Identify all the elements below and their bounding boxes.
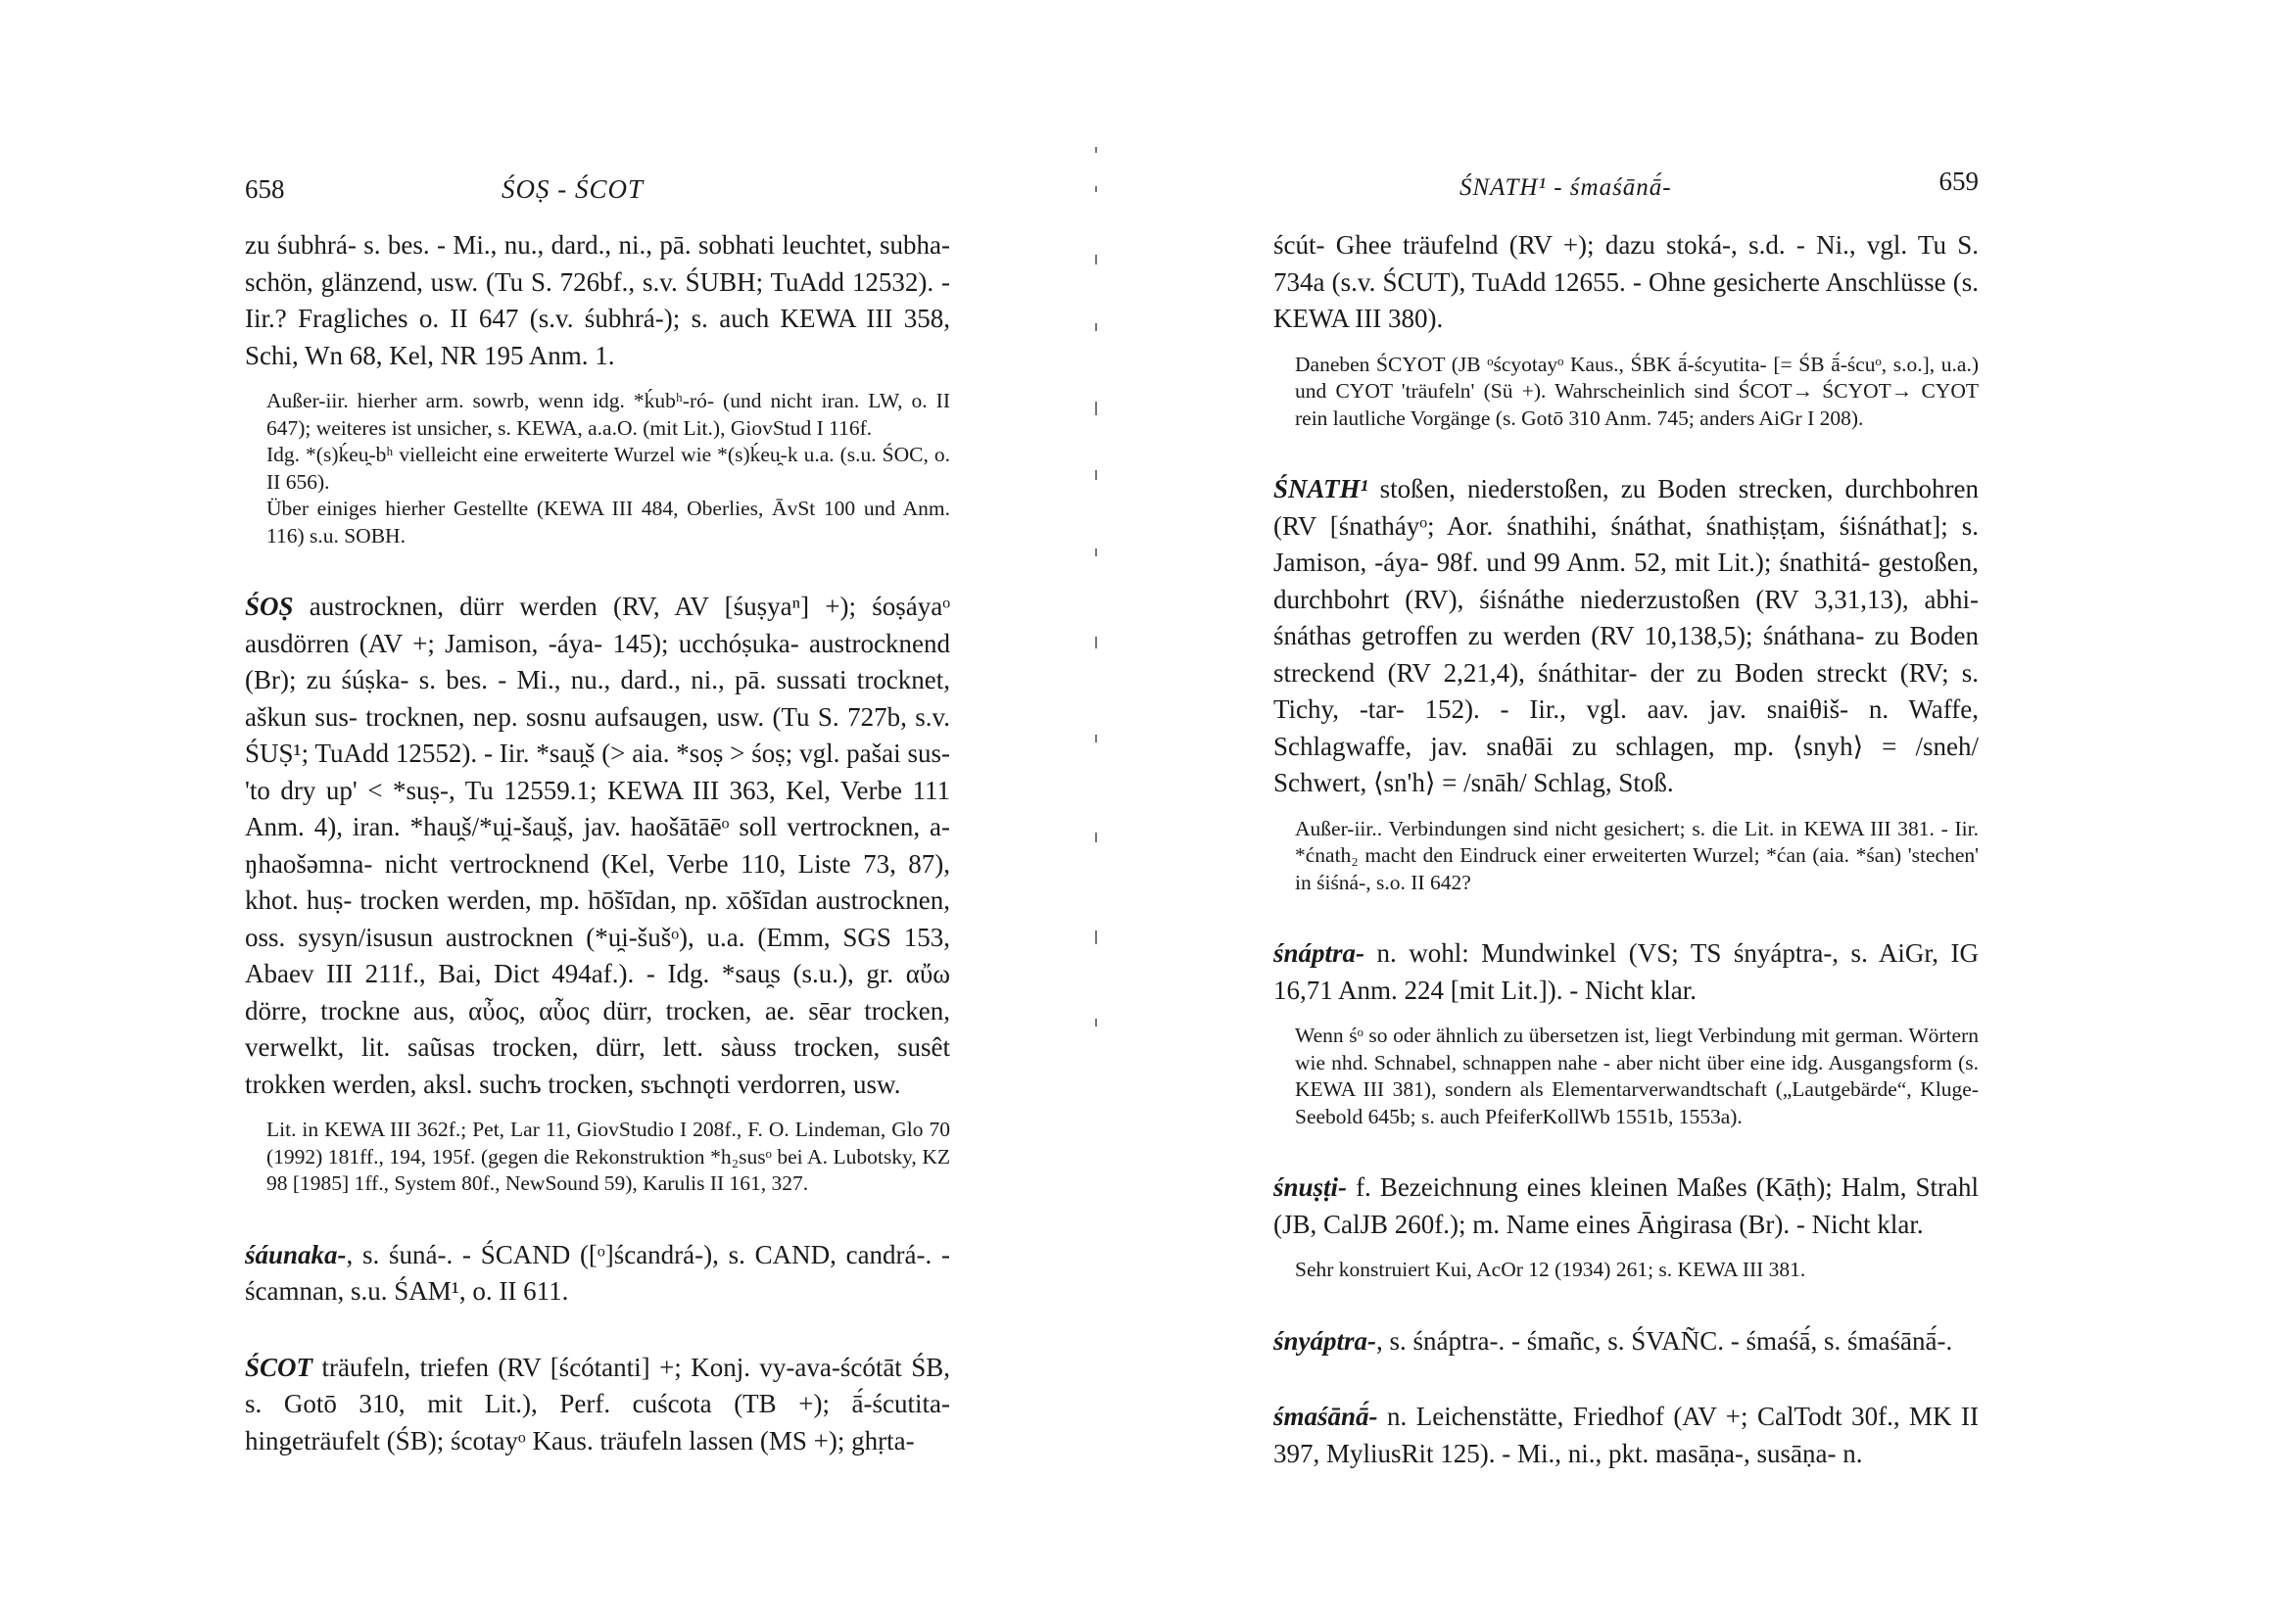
right-page-body: [1273, 227, 1979, 1472]
running-head: ŚOṢ - ŚCOT: [502, 174, 645, 204]
entry-text: , s. śnáptra-. - śmañc, s. ŚVAÑC. - śmaśā́, s. śmaśānā́-.: [1376, 1325, 1953, 1356]
entry-saunaka: [245, 1237, 950, 1311]
page-number: 659: [1938, 167, 1979, 196]
right-page-header: [1273, 167, 1979, 214]
entry-text: austrocknen, dürr werden (RV, AV [śuṣyaⁿ] +); śoṣáyaᵒ ausdörren (AV +; Jamison, -áya- 145); ucchóṣuka- austrocknend (Br); zu śúṣka- s. bes. - Mi., nu., dard., ni., pā. sussati trocknet, aškun sus- trocknen, nep. sosnu aufsaugen, usw. (Tu S. 727b, s.v. ŚUṢ¹; TuAdd 12552). - Iir. *sau̯š (> aia. *soṣ > śoṣ; vgl. pašai sus- 'to dry up' < *suṣ-, Tu 12559.1; KEWA III 363, Kel, Verbe 111 Anm. 4), iran. *hau̯š/*u̯i-šau̯š, jav. haošātāēᵒ soll vertrocknen, a-ŋhaošəmna- nicht vertrocknend (Kel, Verbe 110, Liste 73, 87), khot. huṣ- trocken werden, mp. hōšīdan, np. xōšīdan austrocknen, oss. sysyn/isusun austrocknen (*u̯i-šušᵒ), u.a. (Emm, SGS 153, Abaev III 211f., Bai, Dict 494af.). - Idg. *sau̯s (s.u.), gr. αὔω dörre, trockne aus, αὖος, αὗος dürr, trocken, ae. sēar trocken, verwelkt, lit. saũsas trocken, dürr, lett. sàuss trocken, susêt trokken werden, aksl. suchъ trocken, sъchnǫti verdorren, usw.: [245, 592, 950, 1099]
left-page-header: [245, 174, 950, 214]
lemma: ŚCOT: [245, 1352, 313, 1382]
running-head: ŚNATH¹ - śmaśānā́-: [1459, 174, 1672, 201]
note: Über einiges hierher Gestellte (KEWA III 484, Oberlies, ĀvSt 100 und Anm. 116) s.u. SOBH.: [266, 497, 950, 548]
entry-snusti: [1273, 1169, 1979, 1243]
entry-text: n. wohl: Mundwinkel (VS; TS śnyáptra-, s. AiGr, IG 16,71 Anm. 224 [mit Lit.]). - Nicht klar.: [1273, 938, 1979, 1005]
note: Daneben ŚCYOT (JB ᵒścyotayᵒ Kaus., ŚBK ā́-ścyutita- [= ŚB ā́-ścuᵒ, s.o.], u.a.) und CYOT 'träufeln' (Sü +). Wahrscheinlich sind ŚCOT→ ŚCYOT→ CYOT rein lautliche Vorgänge (s. Gotō 310 Anm. 745; anders AiGr I 208).: [1295, 352, 1979, 430]
lemma: śmaśānā́-: [1273, 1402, 1378, 1431]
note: Lit. in KEWA III 362f.; Pet, Lar 11, GiovStudio I 208f., F. O. Lindeman, Glo 70 (1992) 181ff., 194, 195f. (gegen die Rekonstruktion *h₂susᵒ bei A. Lubotsky, KZ 98 [1985] 1ff., System 80f., NewSound 59), Karulis II 161, 327.: [266, 1118, 950, 1195]
entry-snath: [1273, 471, 1979, 802]
entry-snyaptra: [1273, 1323, 1979, 1360]
note: Idg. *(s)ḱeu̯-bʰ vielleicht eine erweiterte Wurzel wie *(s)ḱeu̯-k u.a. (s.u. ŚOC, o. II 656).: [266, 443, 950, 494]
paragraph: zu śubhrá- s. bes. - Mi., nu., dard., ni., pā. sobhati leuchtet, subha- schön, glänzend, usw. (Tu S. 726bf., s.v. ŚUBH; TuAdd 12532). - Iir.? Fragliches o. II 647 (s.v. śubhrá-); s. auch KEWA III 358, Schi, Wn 68, Kel, NR 195 Anm. 1.: [245, 230, 950, 370]
note: Außer-iir.. Verbindungen sind nicht gesichert; s. die Lit. in KEWA III 381. - Iir. *ćnath₂ macht den Eindruck einer erweiterten Wurzel; *ćan (aia. *śan) 'stechen' in śiśná-, s.o. II 642?: [1295, 816, 1979, 894]
entry-text: f. Bezeichnung eines kleinen Maßes (Kāṭh); Halm, Strahl (JB, CalJB 260f.); m. Name eines Āṅgirasa (Br). - Nicht klar.: [1273, 1172, 1979, 1239]
page-number: 658: [245, 174, 285, 204]
entry-text: träufeln, triefen (RV [ścótanti] +; Konj. vy-ava-ścótāt ŚB, s. Gotō 310, mit Lit.), Perf. cuścota (TB +); ā́-ścutita- hingeträufelt (ŚB); ścotayᵒ Kaus. träufeln lassen (MS +); ghṛta-: [245, 1352, 950, 1455]
lemma: śnyáptra-: [1273, 1325, 1377, 1356]
entry-text: n. Leichenstätte, Friedhof (AV +; CalTodt 30f., MK II 397, MyliusRit 125). - Mi., ni., pkt. masāṇa-, susāṇa- n.: [1273, 1402, 1979, 1468]
entry-text: , s. śuná-. - ŚCAND ([ᵒ]ścandrá-), s. CAND, candrá-. - ścamnan, s.u. ŚAM¹, o. II 611.: [245, 1239, 950, 1306]
entry-snaptra: [1273, 935, 1979, 1009]
note: Wenn śᵒ so oder ähnlich zu übersetzen ist, liegt Verbindung mit german. Wörtern wie nhd. Schnabel, schnappen nahe - aber nicht über eine idg. Ausgangsform (s. KEWA III 381), sondern als Elementarverwandtschaft („Lautgebärde“, Kluge-Seebold 645b; s. auch PfeiferKollWb 1551b, 1553a).: [1295, 1024, 1979, 1128]
lemma: ŚOṢ: [245, 592, 294, 621]
entry-smasana: [1273, 1399, 1979, 1472]
entry-sos: [245, 589, 950, 1103]
lemma: śáunaka-: [245, 1239, 347, 1269]
entry-scot: [245, 1350, 950, 1460]
note: Außer-iir. hierher arm. sowrb, wenn idg. *ḱubʰ-ró- (und nicht iran. LW, o. II 647); weiteres ist unsicher, s. KEWA, a.a.O. (mit Lit.), GiovStud I 116f.: [266, 389, 950, 440]
gutter-marks: [1095, 147, 1101, 1420]
lemma: śnuṣṭi-: [1273, 1172, 1348, 1202]
left-page-body: [245, 227, 950, 1459]
lemma: śnáptra-: [1273, 938, 1365, 968]
entry-text: stoßen, niederstoßen, zu Boden strecken, durchbohren (RV [śnatháyᵒ; Aor. śnathihi, śnáthat, śnathiṣṭam, śiśnáthat]; s. Jamison, -áya- 98f. und 99 Anm. 52, mit Lit.); śnathitá- gestoßen, durchbohrt (RV), śiśnáthe niederzustoßen (RV 3,31,13), abhi-śnáthas getroffen zu werden (RV 10,138,5); śnáthana- zu Boden streckend (RV 2,21,4), śnáthitar- der zu Boden streckt (RV; s. Tichy, -tar- 152). - Iir., vgl. aav. jav. snaiθiš- n. Waffe, Schlagwaffe, jav. snaθāi zu schlagen, mp. ⟨snyh⟩ = /sneh/ Schwert, ⟨sn'h⟩ = /snāh/ Schlag, Stoß.: [1273, 474, 1979, 797]
paragraph: ścút- Ghee träufelnd (RV +); dazu stoká-, s.d. - Ni., vgl. Tu S. 734a (s.v. ŚCUT), TuAdd 12655. - Ohne gesicherte Anschlüsse (s. KEWA III 380).: [1273, 230, 1979, 333]
note: Sehr konstruiert Kui, AcOr 12 (1934) 261; s. KEWA III 381.: [1295, 1258, 1806, 1281]
lemma: ŚNATH¹: [1273, 474, 1368, 503]
